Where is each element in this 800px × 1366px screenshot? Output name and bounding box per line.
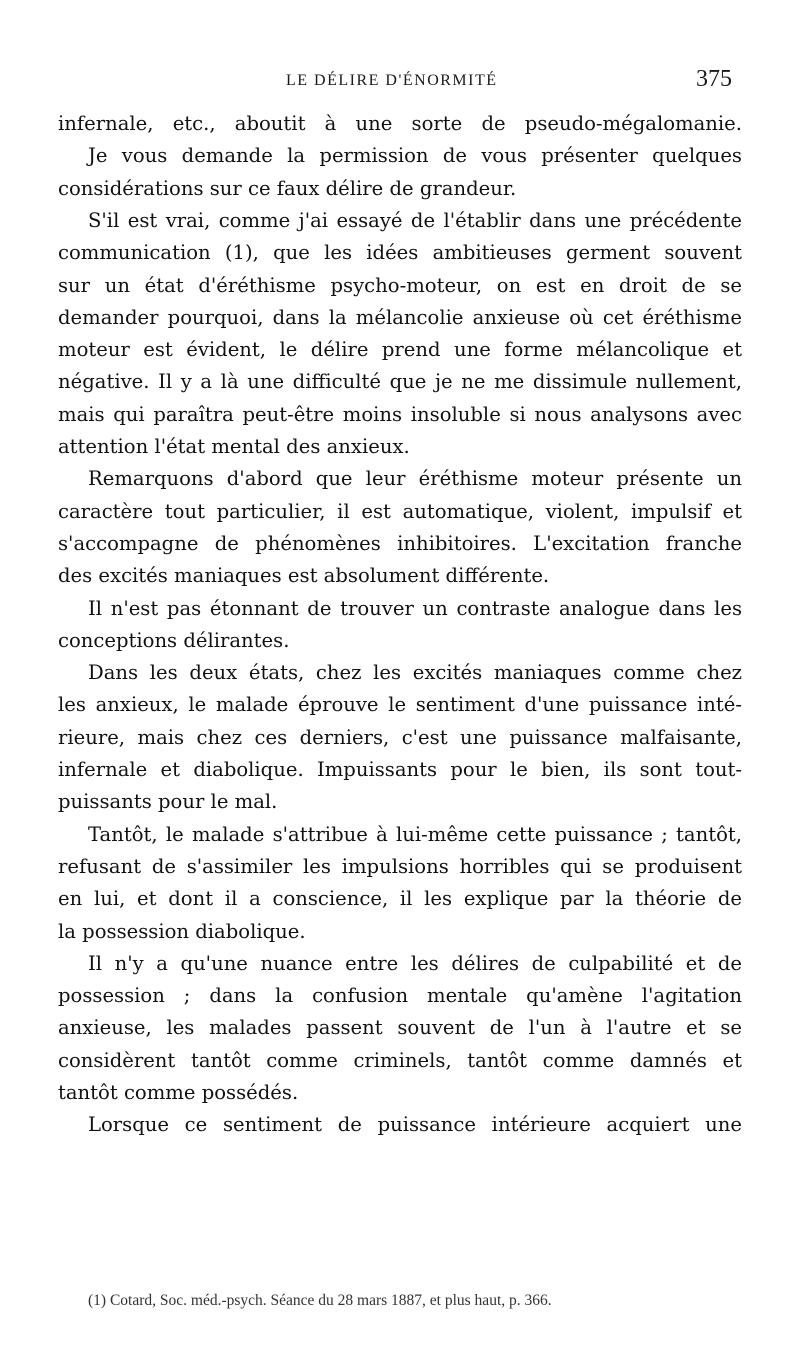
text-line: infernale, etc., aboutit à une sorte de pseudo-mégalomanie. [58,112,742,135]
text-line: Tantôt, le malade s'attribue à lui-même cette puissance ; tantôt, [88,822,742,846]
text-line: Lorsque ce sentiment de puissance intérieure acquiert une [88,1113,742,1137]
text-line: rieure, mais chez ces derniers, c'est une puissance malfaisante, [58,725,742,749]
text-line: Remarquons d'abord que leur éréthisme moteur présente un [88,467,742,491]
text-line: la possession diabolique. [58,919,306,943]
text-line: possession ; dans la confusion mentale qu'amène l'agitation [58,984,742,1008]
text-line: les anxieux, le malade éprouve le sentiment d'une puissance inté- [58,693,742,717]
text-line: en lui, et dont il a conscience, il les explique par la théorie de [58,887,742,911]
text-line: communication (1), que les idées ambitieuses germent souvent [58,241,742,265]
text-line: demander pourquoi, dans la mélancolie anxieuse où cet éréthisme [58,305,742,329]
footnote: (1) Cotard, Soc. méd.-psych. Séance du 28 mars 1887, et plus haut, p. 366. [88,1292,552,1309]
text-line: Il n'est pas étonnant de trouver un contraste analogue dans les [88,596,742,620]
text-line: S'il est vrai, comme j'ai essayé de l'établir dans une précédente [88,208,742,232]
text-line: caractère tout particulier, il est automatique, violent, impulsif et [58,499,742,523]
text-line: attention l'état mental des anxieux. [58,435,410,458]
text-line: anxieuse, les malades passent souvent de l'un à l'autre et se [58,1016,742,1040]
text-line: conceptions délirantes. [58,628,290,652]
text-line: puissants pour le mal. [58,790,278,814]
text-line: refusant de s'assimiler les impulsions horribles qui se produisent [58,854,742,878]
text-line: considèrent tantôt comme criminels, tantôt comme damnés et [58,1048,742,1072]
text-line: des excités maniaques est absolument différente. [58,564,550,588]
page-number: 375 [696,66,732,92]
text-line: sur un état d'éréthisme psycho-moteur, on est en droit de se [58,273,742,297]
text-line: Dans les deux états, chez les excités maniaques comme chez [88,661,742,685]
text-line: considérations sur ce faux délire de grandeur. [58,176,517,200]
running-head: LE DÉLIRE D'ÉNORMITÉ [286,72,498,89]
text-line: infernale et diabolique. Impuissants pour le bien, ils sont tout- [58,758,742,781]
text-line: mais qui paraîtra peut-être moins insoluble si nous analysons avec [58,402,742,426]
text-line: négative. Il y a là une difficulté que je ne me dissimule nullement, [58,370,742,394]
text-line: Je vous demande la permission de vous présenter quelques [88,144,742,168]
text-line: tantôt comme possédés. [58,1081,299,1104]
text-line: s'accompagne de phénomènes inhibitoires. L'excitation franche [58,531,742,555]
text-line: moteur est évident, le délire prend une forme mélancolique et [58,338,742,362]
text-line: Il n'y a qu'une nuance entre les délires de culpabilité et de [88,951,742,975]
